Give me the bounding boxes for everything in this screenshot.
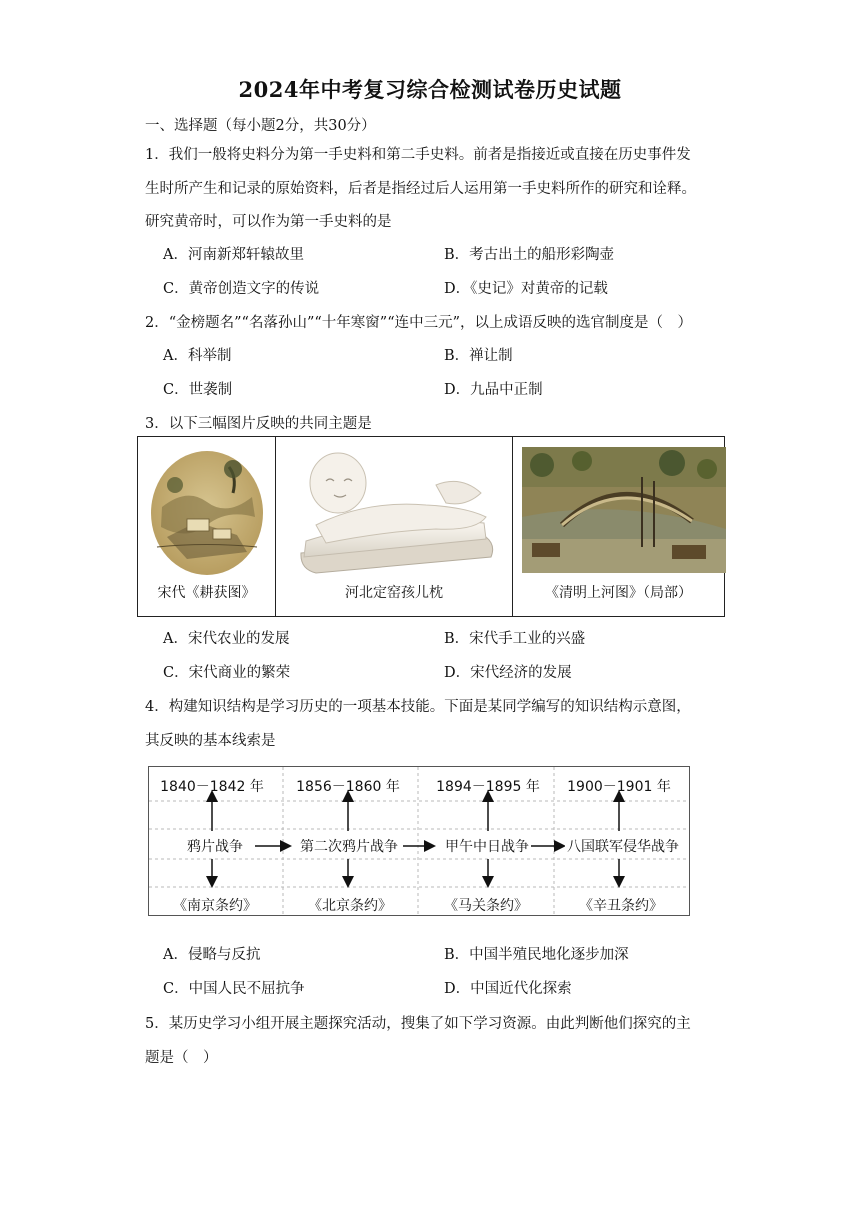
q4-option-a[interactable]: A．侵略与反抗 <box>163 947 261 963</box>
treaty-label-2: 《北京条约》 <box>308 898 392 914</box>
q2-option-b[interactable]: B．禅让制 <box>444 348 513 364</box>
q3-image-table <box>137 436 725 617</box>
q4-option-c[interactable]: C．中国人民不屈抗争 <box>163 981 305 997</box>
q3-option-c[interactable]: C．宋代商业的繁荣 <box>163 665 291 681</box>
year-label-2: 1856－1860 年 <box>296 779 400 795</box>
q3-option-b[interactable]: B．宋代手工业的兴盛 <box>444 631 586 647</box>
q4-line-1: 4．构建知识结构是学习历史的一项基本技能。下面是某同学编写的知识结构示意图， <box>145 699 691 715</box>
section-heading: 一、选择题（每小题2分，共30分） <box>145 118 376 134</box>
q1-option-a[interactable]: A．河南新郑轩辕故里 <box>163 247 304 263</box>
year-label-4: 1900－1901 年 <box>567 779 671 795</box>
q1-option-b[interactable]: B．考古出土的船形彩陶壶 <box>444 247 615 263</box>
war-label-3: 甲午中日战争 <box>443 836 531 856</box>
q2-option-d[interactable]: D．九品中正制 <box>444 382 543 398</box>
q2-option-c[interactable]: C．世袭制 <box>163 382 233 398</box>
q2-option-a[interactable]: A．科举制 <box>163 348 232 364</box>
q1-line-2: 生时所产生和记录的原始资料，后者是指经过后人运用第一手史料所作的研究和诠释。 <box>145 181 696 197</box>
q3-option-a[interactable]: A．宋代农业的发展 <box>163 631 290 647</box>
caption-pillow: 河北定窑孩儿枕 <box>345 585 443 601</box>
image-cell-pillow <box>276 437 513 616</box>
year-label-1: 1840－1842 年 <box>160 779 264 795</box>
q2-stem: 2．“金榜题名”“名落孙山”“十年寒窗”“连中三元”，以上成语反映的选官制度是（ ） <box>145 315 693 331</box>
treaty-label-3: 《马关条约》 <box>444 898 528 914</box>
caption-qingming: 《清明上河图》（局部） <box>545 585 692 601</box>
q4-option-b[interactable]: B．中国半殖民地化逐步加深 <box>444 947 629 963</box>
q4-option-d[interactable]: D．中国近代化探索 <box>444 981 572 997</box>
treaty-label-4: 《辛丑条约》 <box>579 898 663 914</box>
knowledge-structure-diagram <box>148 766 690 916</box>
q1-line-3: 研究黄帝时，可以作为第一手史料的是 <box>145 214 392 230</box>
exam-title: 2024年中考复习综合检测试卷历史试题 <box>238 77 622 102</box>
genghuo-painting-image <box>147 447 267 577</box>
q1-line-1: 1．我们一般将史料分为第一手史料和第二手史料。前者是指接近或直接在历史事件发 <box>145 147 691 163</box>
image-cell-qingming <box>513 437 724 616</box>
war-label-2: 第二次鸦片战争 <box>298 836 400 856</box>
year-label-3: 1894－1895 年 <box>436 779 540 795</box>
q5-line-2: 题是（ ） <box>145 1050 218 1066</box>
q1-option-d[interactable]: D．《史记》对黄帝的记载 <box>444 281 608 297</box>
q5-line-1: 5．某历史学习小组开展主题探究活动，搜集了如下学习资源。由此判断他们探究的主 <box>145 1016 691 1032</box>
q3-option-d[interactable]: D．宋代经济的发展 <box>444 665 572 681</box>
caption-genghuo: 宋代《耕获图》 <box>157 585 256 601</box>
war-label-1: 鸦片战争 <box>185 836 245 856</box>
treaty-label-1: 《南京条约》 <box>173 898 257 914</box>
war-label-4: 八国联军侵华战争 <box>565 836 681 856</box>
q1-option-c[interactable]: C．黄帝创造文字的传说 <box>163 281 320 297</box>
qingming-painting-image <box>522 447 726 573</box>
q3-stem: 3．以下三幅图片反映的共同主题是 <box>145 416 372 432</box>
q4-line-2: 其反映的基本线索是 <box>145 733 276 749</box>
image-cell-genghuo <box>138 437 276 616</box>
child-pillow-image <box>286 445 504 575</box>
